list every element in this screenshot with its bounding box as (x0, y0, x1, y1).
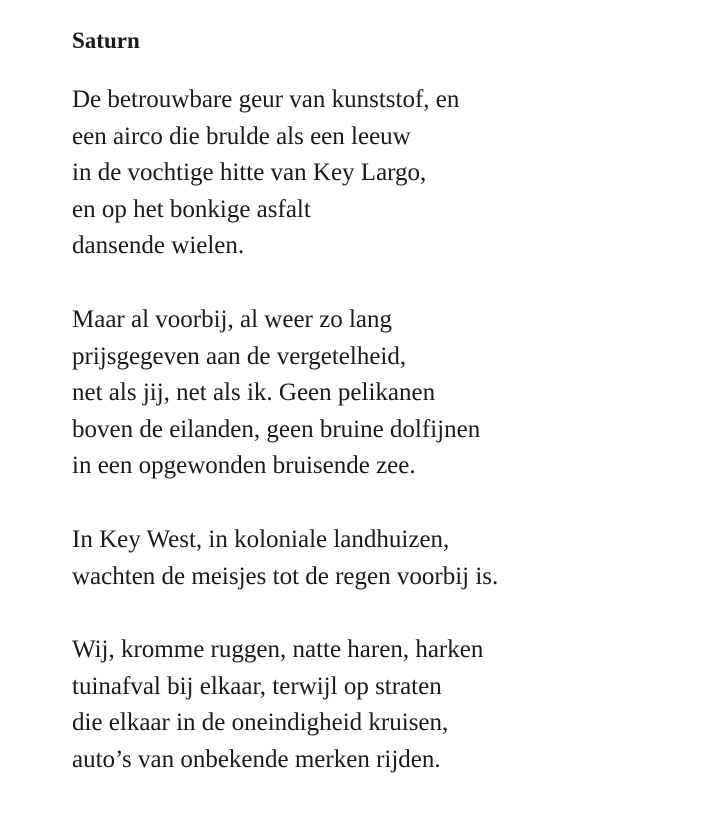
poem-line: In Key West, in koloniale landhuizen, (72, 525, 450, 553)
poem-line: Wij, kromme ruggen, natte haren, harken (72, 636, 484, 664)
poem-line: en op het bonkige asfalt (72, 195, 311, 223)
poem-line: Maar al voorbij, al weer zo lang (72, 305, 393, 333)
poem-line: een airco die brulde als een leeuw (72, 122, 411, 150)
stanza-3 (72, 522, 702, 595)
poem-line: prijsgegeven aan de vergetelheid, (72, 342, 407, 370)
poem-line: in een opgewonden bruisende zee. (72, 452, 416, 480)
stanza-1 (72, 82, 702, 265)
stanza-2 (72, 302, 702, 485)
poem-title: Saturn (72, 28, 140, 53)
stanza-4 (72, 632, 702, 778)
poem-line: die elkaar in de oneindigheid kruisen, (72, 709, 449, 737)
poem-page (72, 24, 702, 816)
poem-line: De betrouwbare geur van kunststof, en (72, 86, 460, 113)
poem-line: in de vochtige hitte van Key Largo, (72, 159, 427, 187)
poem-line: boven de eilanden, geen bruine dolfijnen (72, 415, 481, 443)
poem-line: tuinafval bij elkaar, terwijl op straten (72, 672, 442, 700)
poem-line: dansende wielen. (72, 232, 245, 260)
poem-line: auto’s van onbekende merken rijden. (72, 745, 441, 773)
poem-line: net als jij, net als ik. Geen pelikanen (72, 379, 436, 407)
poem-line: wachten de meisjes tot de regen voorbij is. (72, 562, 499, 590)
